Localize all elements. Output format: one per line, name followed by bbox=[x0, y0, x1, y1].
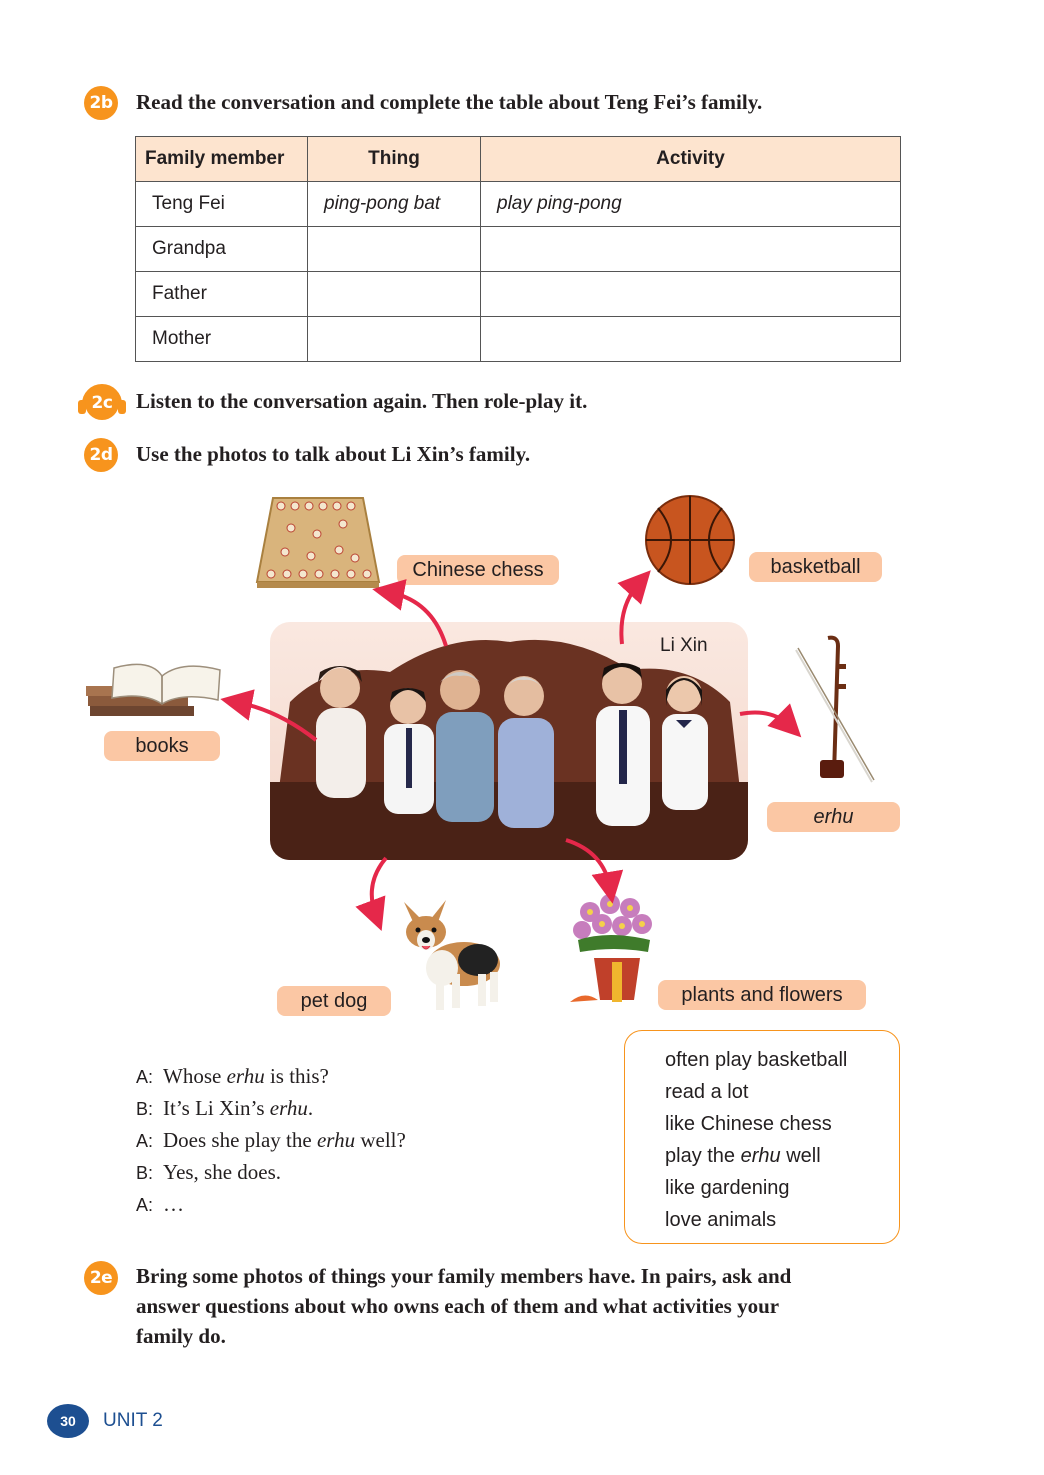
line-text-italic: erhu bbox=[226, 1064, 265, 1088]
cell-member: Teng Fei bbox=[136, 182, 308, 227]
line-text: Whose bbox=[163, 1064, 227, 1088]
tag-books: books bbox=[104, 731, 220, 761]
badge-2d: 2d bbox=[84, 438, 118, 472]
tag-erhu: erhu bbox=[767, 802, 900, 832]
word-item: like gardening bbox=[665, 1177, 790, 1199]
instruction-2e-line2: answer questions about who owns each of them and what activities your bbox=[136, 1294, 780, 1318]
line-text: . bbox=[307, 1096, 314, 1120]
instruction-2c: Listen to the conversation again. Then role-play it. bbox=[136, 389, 588, 413]
dialog-line bbox=[136, 1128, 406, 1153]
word-box bbox=[624, 1030, 900, 1244]
cell-member: Father bbox=[136, 272, 308, 317]
instruction-2b: Read the conversation and complete the table about Teng Fei’s family. bbox=[136, 90, 763, 114]
speaker: B: bbox=[136, 1099, 154, 1119]
word-text-italic: erhu bbox=[740, 1145, 781, 1167]
line-text: … bbox=[163, 1192, 184, 1216]
instruction-2d: Use the photos to talk about Li Xin’s family. bbox=[136, 442, 531, 466]
line-text: well? bbox=[355, 1128, 406, 1152]
cell-activity: play ping-pong bbox=[481, 182, 901, 227]
unit-label: UNIT 2 bbox=[103, 1410, 163, 1431]
instruction-2e-line3: family do. bbox=[136, 1324, 226, 1348]
dialog-line bbox=[136, 1160, 281, 1185]
page-number: 30 bbox=[47, 1404, 89, 1438]
line-text: Does she play the bbox=[163, 1128, 317, 1152]
badge-2e: 2e bbox=[84, 1261, 118, 1295]
word-item bbox=[665, 1140, 899, 1172]
word-item: read a lot bbox=[665, 1081, 749, 1103]
speaker: A: bbox=[136, 1067, 154, 1087]
cell-member: Mother bbox=[136, 317, 308, 362]
dialog-line bbox=[136, 1064, 329, 1089]
line-text: Yes, she does. bbox=[163, 1160, 282, 1184]
tag-basketball: basketball bbox=[749, 552, 882, 582]
instruction-2e-line1: Bring some photos of things your family members have. In pairs, ask and bbox=[136, 1264, 792, 1288]
tag-plants-and-flowers: plants and flowers bbox=[658, 980, 866, 1010]
speaker: A: bbox=[136, 1131, 154, 1151]
arrow-to-basketball bbox=[621, 582, 640, 644]
word-item: often play basketball bbox=[665, 1049, 848, 1071]
badge-2b: 2b bbox=[84, 86, 118, 120]
line-text-italic: erhu bbox=[269, 1096, 308, 1120]
li-xin-label: Li Xin bbox=[660, 635, 708, 656]
tag-chinese-chess: Chinese chess bbox=[397, 555, 559, 585]
cell-thing: ping-pong bat bbox=[308, 182, 481, 227]
header-family-member: Family member bbox=[136, 137, 308, 182]
header-activity: Activity bbox=[481, 137, 901, 182]
dialog-line bbox=[136, 1192, 184, 1217]
dialog-line bbox=[136, 1096, 313, 1121]
word-text: well bbox=[780, 1145, 821, 1167]
word-text: play the bbox=[665, 1145, 741, 1167]
arrow-to-chess bbox=[388, 592, 446, 646]
line-text: is this? bbox=[264, 1064, 329, 1088]
line-text-italic: erhu bbox=[316, 1128, 356, 1152]
word-item: love animals bbox=[665, 1209, 777, 1231]
badge-2c: 2c bbox=[85, 386, 119, 420]
line-text: It’s Li Xin’s bbox=[163, 1096, 270, 1120]
speaker: B: bbox=[136, 1163, 154, 1183]
arrow-to-plants bbox=[566, 840, 610, 888]
header-thing: Thing bbox=[308, 137, 481, 182]
speaker: A: bbox=[136, 1195, 154, 1215]
tag-pet-dog: pet dog bbox=[277, 986, 391, 1016]
word-item: like Chinese chess bbox=[665, 1113, 832, 1135]
arrow-to-dog bbox=[372, 858, 386, 916]
arrow-to-erhu bbox=[740, 713, 790, 727]
cell-member: Grandpa bbox=[136, 227, 308, 272]
arrow-to-books bbox=[236, 702, 316, 740]
